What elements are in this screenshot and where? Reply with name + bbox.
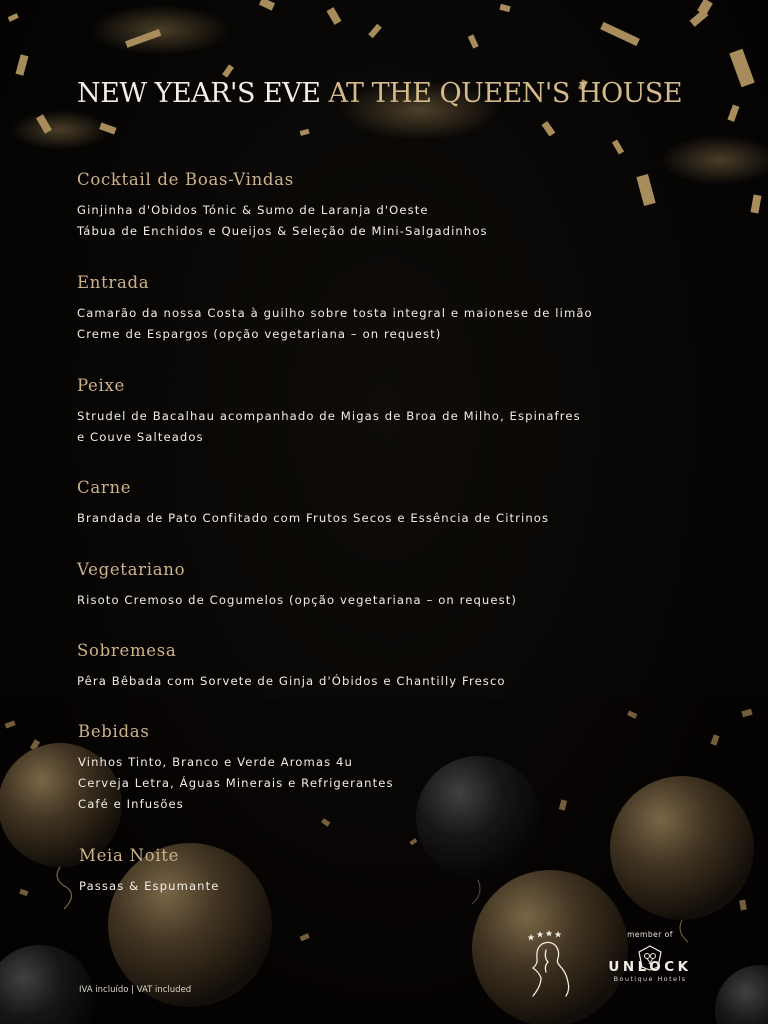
menu-item: Vinhos Tinto, Branco e Verde Aromas 4u xyxy=(78,755,353,769)
member-of-label: member of xyxy=(627,930,673,939)
menu-section-peixe xyxy=(77,376,581,448)
menu-item: Ginjinha d'Obidos Tónic & Sumo de Laranja d'Oeste xyxy=(77,203,429,217)
light-glow xyxy=(90,5,230,55)
menu-section-carne xyxy=(77,478,549,529)
menu-item: Creme de Espargos (opção vegetariana – on request) xyxy=(77,327,442,341)
boutique-hotels-label: Boutique Hotels xyxy=(613,975,687,983)
section-title: Carne xyxy=(77,478,132,497)
section-title: Vegetariano xyxy=(77,560,186,579)
light-glow xyxy=(10,110,110,150)
menu-item: Brandada de Pato Confitado com Frutos Secos e Essência de Citrinos xyxy=(77,511,550,525)
queen-logo-icon xyxy=(522,928,576,998)
title-white-part: NEW YEAR'S EVE xyxy=(77,78,329,109)
menu-item: Passas & Espumante xyxy=(79,879,220,893)
menu-item: Strudel de Bacalhau acompanhado de Migas de Broa de Milho, Espinafres xyxy=(77,409,581,423)
key-logo-icon xyxy=(637,945,663,971)
menu-item: Risoto Cremoso de Cogumelos (opção vegetariana – on request) xyxy=(77,593,518,607)
vat-note: IVA incluído | VAT included xyxy=(79,985,192,995)
menu-item: Tábua de Enchidos e Queijos & Seleção de Mini-Salgadinhos xyxy=(77,224,488,238)
menu-item: Pêra Bêbada com Sorvete de Ginja d'Óbidos e Chantilly Fresco xyxy=(77,674,506,688)
member-of-block xyxy=(602,930,698,983)
section-title: Cocktail de Boas-Vindas xyxy=(77,170,294,189)
menu-item: e Couve Salteados xyxy=(77,430,204,444)
menu-section-vegetariano xyxy=(77,560,517,611)
menu-section-sobremesa xyxy=(77,641,506,692)
menu-item: Camarão da nossa Costa à guilho sobre tosta integral e maionese de limão xyxy=(77,306,593,320)
section-title: Meia Noite xyxy=(79,846,180,865)
section-title: Bebidas xyxy=(78,722,150,741)
section-title: Peixe xyxy=(77,376,125,395)
menu-section-cocktail xyxy=(77,170,488,242)
title-gold-part: AT THE QUEEN'S HOUSE xyxy=(328,78,683,109)
menu-item: Café e Infusões xyxy=(78,797,184,811)
page-title xyxy=(77,78,682,109)
menu-section-bebidas xyxy=(78,722,394,815)
unlock-brand: UNLOCK xyxy=(608,959,692,975)
menu-section-entrada xyxy=(77,273,593,345)
light-glow xyxy=(660,135,768,185)
section-title: Sobremesa xyxy=(77,641,177,660)
menu-section-meia-noite xyxy=(79,846,220,897)
section-title: Entrada xyxy=(77,273,150,292)
menu-item: Cerveja Letra, Águas Minerais e Refrigerantes xyxy=(78,776,394,790)
